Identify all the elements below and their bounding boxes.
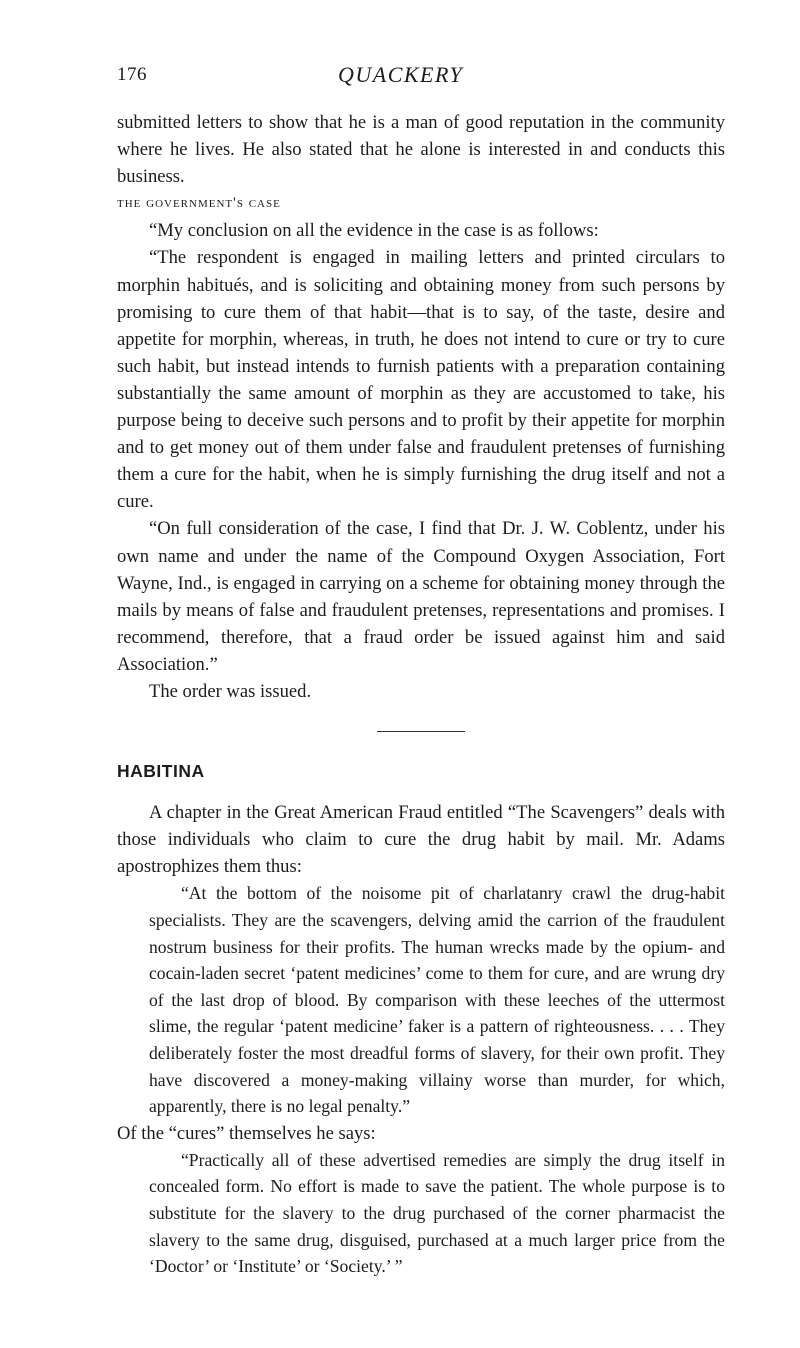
paragraph-scavengers-intro: A chapter in the Great American Fraud entitled “The Scavengers” deals with those individuals who claim to cure the drug habit by mail. Mr. Adams apostrophizes them thus: (117, 802, 725, 878)
page-body (117, 109, 725, 1280)
running-title: QUACKERY (338, 62, 464, 87)
paragraph-respondent: “The respondent is engaged in mailing letters and printed circulars to morphin habitués, and is soliciting and obtaining money from such persons by promising to cure them of that habit—that is to say, of the taste, desire and appetite for morphin, whereas, in truth, he does not intend to cure or try to cure such habit, but instead intends to furnish patients with a preparation containing substantially the same amount of morphin as they are accustomed to take, his purpose being to deceive such persons and to profit by their appetite for morphin and to get money out of them under false and fraudulent pretenses of furnishing them a cure for the habit, when he is simply furnishing the drug itself and not a cure. (117, 247, 725, 513)
page-header (117, 62, 725, 92)
section-heading-habitina: HABITINA (117, 761, 205, 782)
paragraph-cures-intro: Of the “cures” themselves he says: (117, 1122, 376, 1144)
block-quote-remedies: “Practically all of these advertised remedies are simply the drug itself in concealed form. No effort is made to save the patient. The whole purpose is to substitute for the slavery to the drug purchased of the corner pharmacist the slavery to the same drug, disguised, purchased at a much larger price from the ‘Doctor’ or ‘Institute’ or ‘Society.’ ” (149, 1149, 725, 1277)
paragraph-finding: “On full consideration of the case, I find that Dr. J. W. Coblentz, under his own name and under the name of the Compound Oxygen Association, Fort Wayne, Ind., is engaged in carrying on a scheme for obtaining money through the mails by means of false and fraudulent pretenses, representations and promises. I recommend, therefore, that a fraud order be issued against him and said Association.” (117, 518, 725, 675)
page-number: 176 (117, 64, 147, 85)
section-divider (377, 731, 465, 732)
paragraph-intro: submitted letters to show that he is a man of good reputation in the community where he lives. He also stated that he alone is interested in and conducts this business. (117, 112, 725, 188)
block-quote-charlatanry: “At the bottom of the noisome pit of charlatanry crawl the drug-habit specialists. They are the scavengers, delving amid the carrion of the fraudulent nostrum business for their profits. The human wrecks made by the opium- and cocain-laden secret ‘patent medicines’ come to them for cure, and are wrung dry of the last drop of blood. By comparison with these leeches of the uttermost slime, the regular ‘patent medicine’ faker is a pattern of righteousness. . . . They deliberately foster the most dreadful forms of slavery, for their own profit. They have discovered a money-making villainy worse than murder, for which, apparently, there is no legal penalty.” (149, 883, 725, 1117)
section-heading-government-case: the government's case (117, 195, 281, 212)
paragraph-order-issued: The order was issued. (149, 680, 312, 702)
paragraph-conclusion-opening: “My conclusion on all the evidence in the case is as follows: (149, 220, 599, 242)
